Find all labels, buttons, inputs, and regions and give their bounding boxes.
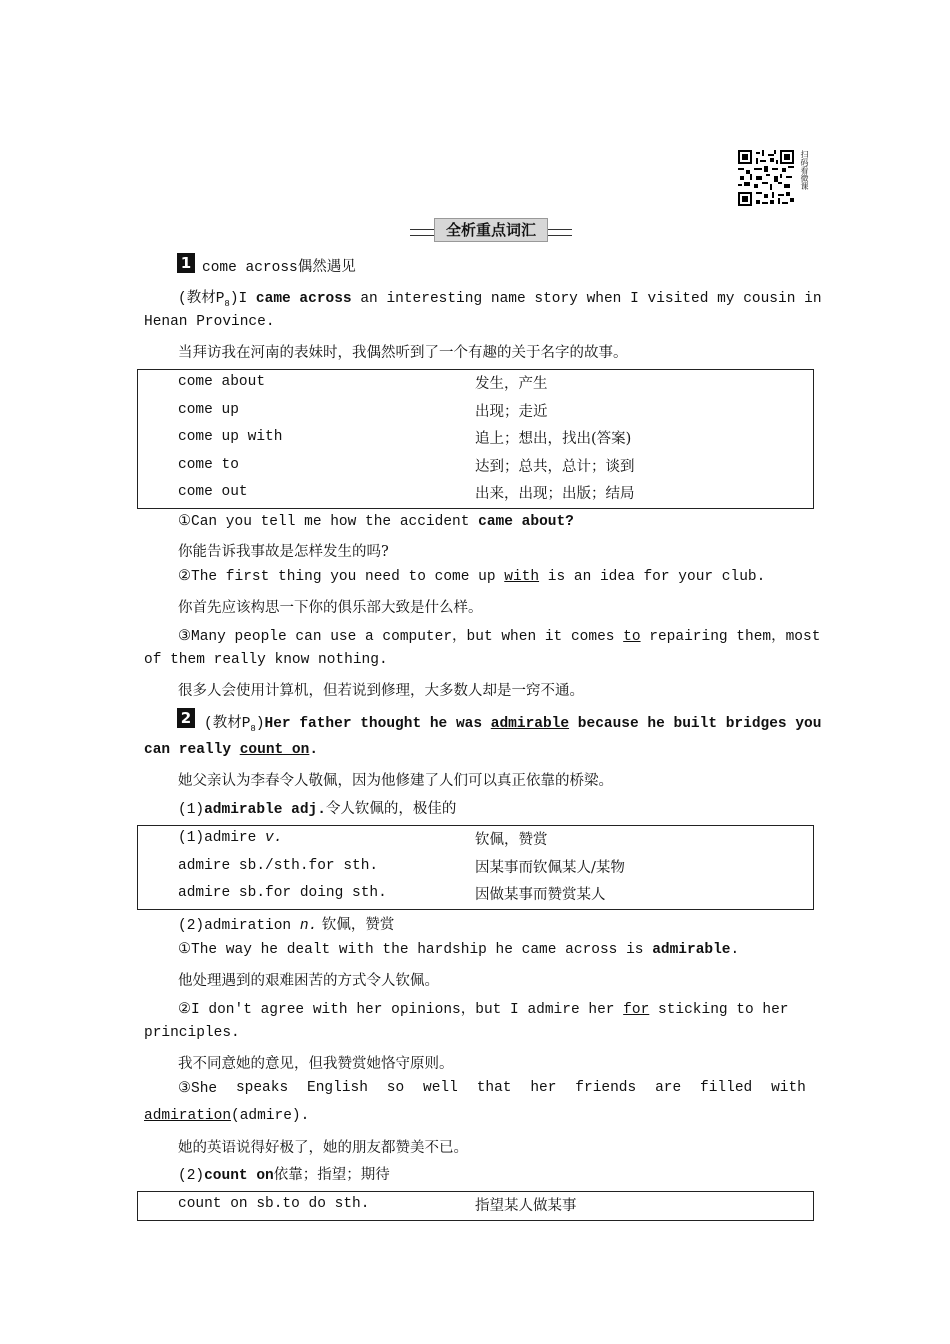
table-cell-zh: 指望某人做某事: [475, 1198, 577, 1214]
item1-ex3: ③Many people can use a computer，but when it comes to repairing them，most: [178, 629, 821, 645]
table-row: [138, 480, 813, 508]
table-row: [138, 1192, 813, 1220]
word: so: [386, 1080, 405, 1096]
word: ③She: [178, 1081, 218, 1097]
table-row: [138, 881, 813, 909]
word: English: [307, 1080, 368, 1096]
item2-translation: 她父亲认为李春令人敬佩，因为他修建了人们可以真正依靠的桥梁。: [178, 773, 613, 789]
item2-e1-zh: 他处理遇到的艰难困苦的方式令人钦佩。: [178, 973, 439, 989]
table-cell-zh: 出来，出现；出版；结局: [475, 486, 635, 503]
item2-e2: ②I don't agree with her opinions，but I admire her for sticking to her: [178, 1002, 789, 1018]
item1-ex2-zh: 你首先应该构思一下你的俱乐部大致是什么样。: [178, 600, 483, 616]
item1-heading: come across偶然遇见: [202, 259, 356, 276]
item2-e2-zh: 我不同意她的意见，但我赞赏她恪守原则。: [178, 1056, 454, 1072]
word: that: [476, 1080, 512, 1096]
table-cell-en: admire sb.for doing sth.: [178, 885, 387, 902]
item1-example: (教材$P_8)I$ came across an interesting name story when I visited my cousin in: [178, 291, 822, 309]
section-title: 全析重点词汇: [434, 218, 548, 242]
section-banner: [410, 218, 572, 242]
table-cell-en: come up with: [178, 429, 283, 446]
item2-noun: (2)admiration n. 钦佩，赞赏: [178, 917, 395, 934]
table-cell-en: come up: [178, 401, 239, 418]
item1-ex1-zh: 你能告诉我事故是怎样发生的吗?: [178, 544, 389, 560]
item-number-2: 2: [177, 708, 195, 728]
item1-example-cont: Henan Province.: [144, 314, 275, 330]
qr-code: [738, 150, 794, 206]
table-row: [138, 370, 813, 398]
item2-example-cont: can really count on.: [144, 742, 319, 758]
word: her: [530, 1080, 557, 1096]
table-cell-zh: 追上；想出，找出(答案): [475, 431, 632, 448]
item1-ex1: ①Can you tell me how the accident came about?: [178, 514, 574, 530]
table-cell-zh: 钦佩，赞赏: [475, 832, 548, 848]
item2-sub2-heading: (2)count on依靠；指望；期待: [178, 1167, 390, 1184]
word: friends: [575, 1080, 637, 1096]
table-cell-en: admire sb./sth.for sth.: [178, 857, 379, 874]
item2-example: (教材$P_8)Her$ father thought he was admirable because he built bridges you: [204, 716, 822, 734]
word: filled: [700, 1080, 753, 1096]
table-cell-en: come about: [178, 374, 266, 390]
item2-e3-zh: 她的英语说得好极了，她的朋友都赞美不已。: [178, 1140, 468, 1156]
table-cell-zh: 达到；总共，总计；谈到: [475, 458, 635, 475]
item1-translation: 当拜访我在河南的表妹时，我偶然听到了一个有趣的关于名字的故事。: [178, 345, 628, 361]
item-number-1: 1: [177, 253, 195, 273]
table-cell-zh: 出现；走近: [475, 403, 548, 420]
word: speaks: [235, 1080, 289, 1096]
word: with: [771, 1080, 806, 1096]
item2-e2-cont: principles.: [144, 1025, 240, 1041]
table-cell-zh: 因某事而钦佩某人/某物: [475, 859, 625, 876]
item1-ex3-zh: 很多人会使用计算机，但若说到修理，大多数人却是一窍不通。: [178, 683, 584, 699]
table-row: [138, 453, 813, 481]
item2-count-table: [137, 1191, 814, 1221]
table-cell-en: come out: [178, 484, 248, 501]
table-cell-zh: 因做某事而赞赏某人: [475, 887, 606, 904]
item2-e1: ①The way he dealt with the hardship he came across is admirable.: [178, 942, 740, 958]
word: well: [423, 1080, 458, 1096]
qr-label: 扫码看微课: [800, 150, 809, 190]
item2-e3: [178, 1080, 806, 1097]
item2-e3-cont: admiration(admire).: [144, 1108, 310, 1124]
table-row: [138, 826, 813, 854]
item1-ex3-cont: of them really know nothing.: [144, 652, 388, 668]
table-cell-en: count on sb.to do sth.: [178, 1196, 370, 1212]
table-row: [138, 425, 813, 453]
table-row: [138, 854, 813, 882]
table-cell-zh: 发生，产生: [475, 376, 548, 392]
table-row: [138, 398, 813, 426]
table-cell-en: (1)admire v.: [178, 830, 283, 846]
item2-sub1-heading: (1)admirable adj.令人钦佩的，极佳的: [178, 801, 457, 818]
item1-phrase-table: [137, 369, 814, 509]
table-cell-en: come to: [178, 456, 239, 473]
item2-admire-table: [137, 825, 814, 910]
item1-ex2: ②The first thing you need to come up with is an idea for your club.: [178, 569, 766, 585]
word: are: [655, 1080, 682, 1096]
